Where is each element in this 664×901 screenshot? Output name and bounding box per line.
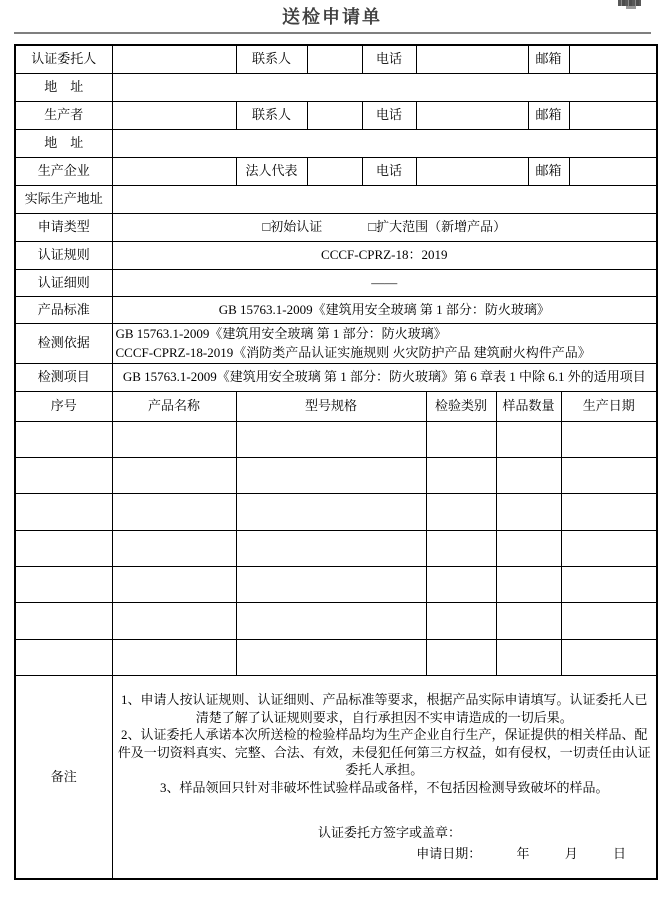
product-name-field[interactable] [112,457,236,493]
actual-production-address-field[interactable] [112,185,657,213]
product-seq-field[interactable] [15,421,112,457]
product-seq-field[interactable] [15,457,112,493]
product-row-2 [15,457,657,493]
producer-email-field[interactable] [569,101,657,129]
date-label: 申请日期： [416,846,482,862]
product-model-field[interactable] [236,421,426,457]
product-standard-value: GB 15763.1-2009《建筑用安全玻璃 第 1 部分：防火玻璃》 [112,296,657,323]
product-name-field[interactable] [112,603,236,639]
product-qty-field[interactable] [496,494,561,530]
application-date-line [116,845,654,863]
product-date-field[interactable] [561,530,657,566]
row-applicant-address [15,73,657,101]
product-row-1 [15,421,657,457]
product-date-field[interactable] [561,457,657,493]
product-category-field[interactable] [426,494,496,530]
product-category-field[interactable] [426,567,496,603]
product-seq-field[interactable] [15,494,112,530]
test-basis-line2: CCCF-CPRZ-18-2019《消防类产品认证实施规则 火灾防护产品 建筑耐火构件产品》 [115,345,591,360]
remark-item-2: 2、认证委托人承诺本次所送检的检验样品均为生产企业自行生产，保证提供的相关样品、配件及一切资料真实、完整、合法、有效，未侵犯任何第三方权益，如有侵权，一切责任由认证委托人承担。 [117,727,651,778]
producer-address-field[interactable] [112,129,657,157]
product-qty-field[interactable] [496,639,561,675]
col-header-test-category: 检验类别 [426,391,496,421]
applicant-email-field[interactable] [569,45,657,73]
remarks-label: 备注 [15,676,112,879]
remark-item-1: 1、申请人按认证规则、认证细则、产品标准等要求，根据产品实际申请填写。认证委托人已清楚了解了认证规则要求，自行承担因不实申请造成的一切后果。 [121,692,648,725]
test-basis-line1: GB 15763.1-2009《建筑用安全玻璃 第 1 部分：防火玻璃》 [115,326,447,341]
logo-fragment [626,6,636,9]
product-standard-label: 产品标准 [15,296,112,323]
product-date-field[interactable] [561,567,657,603]
remark-item-3: 3、样品领回只针对非破坏性试验样品或备样，不包括因检测导致破坏的样品。 [160,780,609,796]
row-remarks [15,676,657,879]
applicant-label: 认证委托人 [15,45,112,73]
col-header-sample-qty: 样品数量 [496,391,561,421]
product-model-field[interactable] [236,457,426,493]
col-header-model-spec: 型号规格 [236,391,426,421]
product-date-field[interactable] [561,494,657,530]
applicant-name-field[interactable] [112,45,236,73]
product-model-field[interactable] [236,494,426,530]
product-row-5 [15,567,657,603]
apply-type-label: 申请类型 [15,213,112,241]
product-row-6 [15,603,657,639]
product-row-3 [15,494,657,530]
date-day-label: 日 [613,846,627,862]
row-producer [15,101,657,129]
cert-detail-value: —— [112,269,657,296]
remarks-content [112,676,657,879]
product-qty-field[interactable] [496,567,561,603]
product-name-field[interactable] [112,567,236,603]
cert-detail-label: 认证细则 [15,269,112,296]
row-product-standard [15,296,657,323]
product-model-field[interactable] [236,530,426,566]
actual-address-label: 实际生产地址 [15,185,112,213]
product-seq-field[interactable] [15,530,112,566]
product-date-field[interactable] [561,603,657,639]
manufacturer-phone-label: 电话 [362,157,416,185]
test-basis-value [112,323,657,363]
product-date-field[interactable] [561,639,657,675]
producer-address-label: 地 址 [15,129,112,157]
manufacturer-phone-field[interactable] [416,157,528,185]
product-qty-field[interactable] [496,457,561,493]
product-name-field[interactable] [112,494,236,530]
row-cert-detail [15,269,657,296]
applicant-address-label: 地 址 [15,73,112,101]
test-items-label: 检测项目 [15,363,112,391]
product-category-field[interactable] [426,603,496,639]
page-title: 送检申请单 [282,7,382,27]
producer-name-field[interactable] [112,101,236,129]
test-basis-label: 检测依据 [15,323,112,363]
manufacturer-name-field[interactable] [112,157,236,185]
product-qty-field[interactable] [496,603,561,639]
row-test-items [15,363,657,391]
applicant-phone-field[interactable] [416,45,528,73]
cert-rule-value: CCCF-CPRZ-18：2019 [112,241,657,269]
product-qty-field[interactable] [496,421,561,457]
cert-rule-label: 认证规则 [15,241,112,269]
applicant-phone-label: 电话 [362,45,416,73]
row-actual-address [15,185,657,213]
product-seq-field[interactable] [15,603,112,639]
row-manufacturer [15,157,657,185]
applicant-address-field[interactable] [112,73,657,101]
product-qty-field[interactable] [496,530,561,566]
producer-phone-label: 电话 [362,101,416,129]
row-cert-rule [15,241,657,269]
product-date-field[interactable] [561,421,657,457]
producer-contact-field[interactable] [307,101,362,129]
date-year-label: 年 [516,846,530,862]
applicant-contact-field[interactable] [307,45,362,73]
product-category-field[interactable] [426,639,496,675]
col-header-seq: 序号 [15,391,112,421]
producer-phone-field[interactable] [416,101,528,129]
apply-type-options-cell [112,213,657,241]
product-name-field[interactable] [112,639,236,675]
row-apply-type [15,213,657,241]
producer-contact-label: 联系人 [236,101,307,129]
row-producer-address [15,129,657,157]
product-row-4 [15,530,657,566]
product-model-field[interactable] [236,639,426,675]
product-category-field[interactable] [426,421,496,457]
product-table-header-row [15,391,657,421]
manufacturer-legal-rep-label: 法人代表 [236,157,307,185]
producer-email-label: 邮箱 [528,101,569,129]
applicant-contact-label: 联系人 [236,45,307,73]
product-name-field[interactable] [112,421,236,457]
product-model-field[interactable] [236,603,426,639]
manufacturer-email-field[interactable] [569,157,657,185]
product-model-field[interactable] [236,567,426,603]
signature-label: 认证委托方签字或盖章： [318,824,462,840]
producer-label: 生产者 [15,101,112,129]
row-applicant [15,45,657,73]
product-row-7 [15,639,657,675]
product-name-field[interactable] [112,530,236,566]
date-month-label: 月 [564,846,578,862]
product-category-field[interactable] [426,457,496,493]
title-divider [14,32,651,34]
test-items-value: GB 15763.1-2009《建筑用安全玻璃 第 1 部分：防火玻璃》第 6 章表 1 中除 6.1 外的适用项目 [112,363,657,391]
manufacturer-label: 生产企业 [15,157,112,185]
manufacturer-email-label: 邮箱 [528,157,569,185]
apply-type-option-expand[interactable]: □扩大范围（新增产品） [368,219,507,235]
product-seq-field[interactable] [15,639,112,675]
application-form-table [14,44,658,880]
applicant-email-label: 邮箱 [528,45,569,73]
row-test-basis [15,323,657,363]
product-category-field[interactable] [426,530,496,566]
product-seq-field[interactable] [15,567,112,603]
manufacturer-legal-rep-field[interactable] [307,157,362,185]
col-header-production-date: 生产日期 [561,391,657,421]
col-header-product-name: 产品名称 [112,391,236,421]
apply-type-option-initial[interactable]: □初始认证 [262,219,323,235]
